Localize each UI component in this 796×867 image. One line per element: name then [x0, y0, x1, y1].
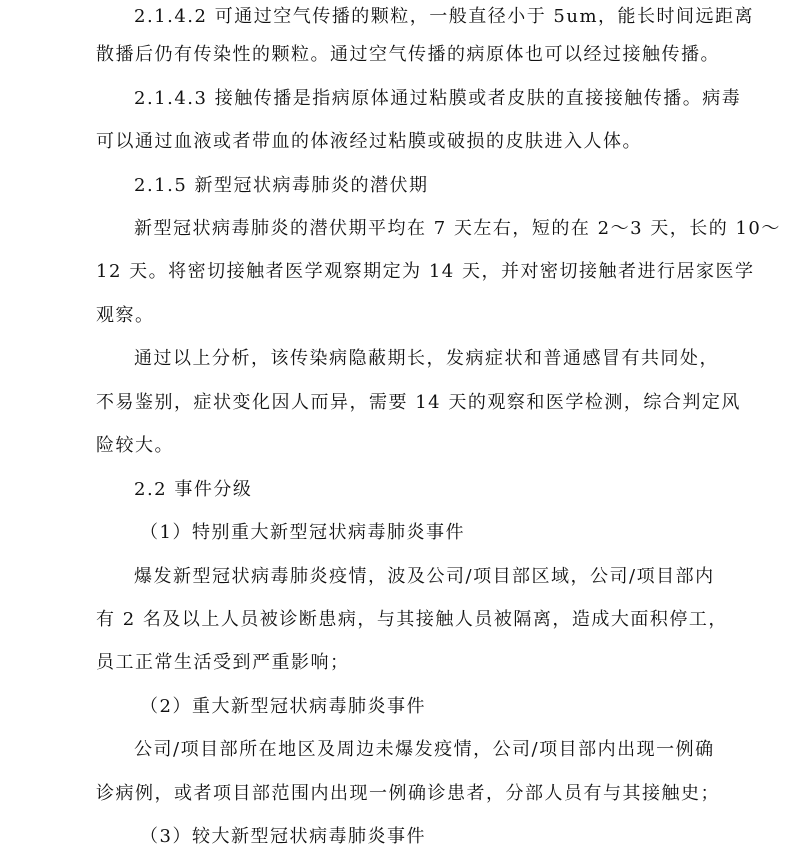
- subsection-heading: （1）特别重大新型冠状病毒肺炎事件: [140, 522, 465, 543]
- text-line: 散播后仍有传染性的颗粒。通过空气传播的病原体也可以经过接触传播。: [96, 44, 720, 65]
- text-line: 可以通过血液或者带血的体液经过粘膜或破损的皮肤进入人体。: [96, 131, 642, 152]
- text-line: 12 天。将密切接触者医学观察期定为 14 天，并对密切接触者进行居家医学: [96, 261, 755, 282]
- text-line: 诊病例，或者项目部范围内出现一例确诊患者，分部人员有与其接触史；: [96, 783, 720, 804]
- text-line: 2.1.4.2 可通过空气传播的颗粒，一般直径小于 5um，能长时间远距离: [134, 6, 755, 27]
- subsection-heading: （3）较大新型冠状病毒肺炎事件: [140, 826, 426, 847]
- text-line: 爆发新型冠状病毒肺炎疫情，波及公司/项目部区域，公司/项目部内: [134, 566, 715, 587]
- text-line: 不易鉴别，症状变化因人而异，需要 14 天的观察和医学检测，综合判定风: [96, 392, 741, 413]
- text-line: 公司/项目部所在地区及周边未爆发疫情，公司/项目部内出现一例确: [134, 739, 715, 760]
- subsection-heading: （2）重大新型冠状病毒肺炎事件: [140, 696, 426, 717]
- text-line: 新型冠状病毒肺炎的潜伏期平均在 7 天左右，短的在 2～3 天，长的 10～: [134, 218, 781, 239]
- section-heading: 2.2 事件分级: [134, 479, 253, 500]
- text-line: 观察。: [96, 305, 155, 326]
- section-heading: 2.1.5 新型冠状病毒肺炎的潜伏期: [134, 175, 429, 196]
- text-line: 通过以上分析，该传染病隐蔽期长，发病症状和普通感冒有共同处，: [134, 348, 719, 369]
- text-line: 员工正常生活受到严重影响；: [96, 652, 350, 673]
- text-line: 险较大。: [96, 435, 174, 456]
- text-line: 有 2 名及以上人员被诊断患病，与其接触人员被隔离，造成大面积停工，: [96, 609, 728, 630]
- text-line: 2.1.4.3 接触传播是指病原体通过粘膜或者皮肤的直接接触传播。病毒: [134, 88, 742, 109]
